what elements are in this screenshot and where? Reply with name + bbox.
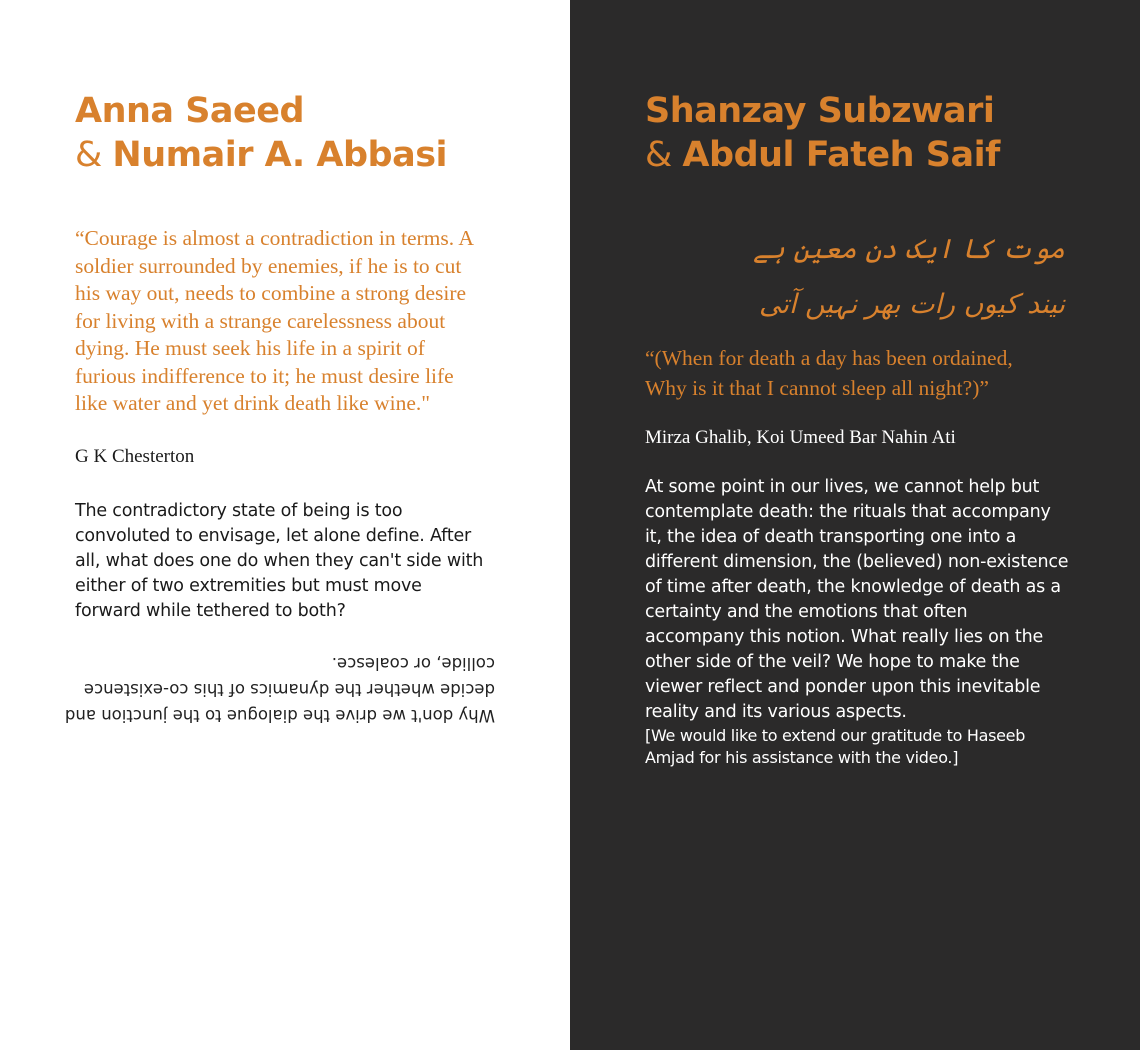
right-attribution: Mirza Ghalib, Koi Umeed Bar Nahin Ati	[645, 427, 956, 448]
right-artist-name-2: Abdul Fateh Saif	[682, 135, 1000, 175]
urdu-line-2: نیند کیوں رات بھر نہیں آتی	[758, 289, 1065, 320]
right-body-text: At some point in our lives, we cannot help but contemplate death: the rituals that accompany it, the idea of death transporting one into a different dimension, the (believed) non-existence of time after death, the knowledge of death as a certainty and the emotions that often accompany this notion. What really lies on the other side of the veil? We hope to make the viewer reflect and ponder upon this inevitable reality and its various aspects.	[645, 477, 1069, 722]
flipped-line-3: collide, or coalesce.	[331, 654, 495, 673]
flipped-line-2: decide whether the dynamics of this co-existence	[83, 680, 495, 699]
urdu-line-1: موت کا ایک دن معین ہے	[753, 234, 1065, 265]
right-ampersand: &	[645, 135, 683, 175]
left-quote: “Courage is almost a contradiction in terms. A soldier surrounded by enemies, if he is to cut his way out, needs to combine a strong desire for living with a strange carelessness about dying. He must seek his life in a spirit of furious indifference to it; he must desire life like water and yet drink death like wine."	[75, 226, 473, 415]
left-ampersand: &	[75, 135, 113, 175]
urdu-couplet	[753, 222, 1065, 332]
flipped-line-1: Why don't we drive the dialogue to the junction and	[64, 706, 495, 725]
left-artist-name-2-line	[75, 133, 447, 177]
left-artist-name-1: Anna Saeed	[75, 91, 305, 131]
right-quote: “(When for death a day has been ordained, Why is it that I cannot sleep all night?)”	[645, 346, 1013, 400]
right-artist-name-2-line	[645, 133, 1000, 177]
right-artist-name-1: Shanzay Subzwari	[645, 91, 995, 131]
left-body-text: The contradictory state of being is too convoluted to envisage, let alone define. After all, what does one do when they can't side with either of two extremities but must move forward while tethered to both?	[75, 501, 484, 621]
right-artist-names	[645, 89, 1000, 177]
left-artist-name-2: Numair A. Abbasi	[112, 135, 448, 175]
left-attribution: G K Chesterton	[75, 446, 195, 467]
right-panel	[570, 0, 1140, 1050]
left-artist-names	[75, 89, 447, 177]
acknowledgement: [We would like to extend our gratitude to Haseeb Amjad for his assistance with the video.]	[645, 726, 1026, 767]
left-flipped-text	[64, 650, 495, 728]
